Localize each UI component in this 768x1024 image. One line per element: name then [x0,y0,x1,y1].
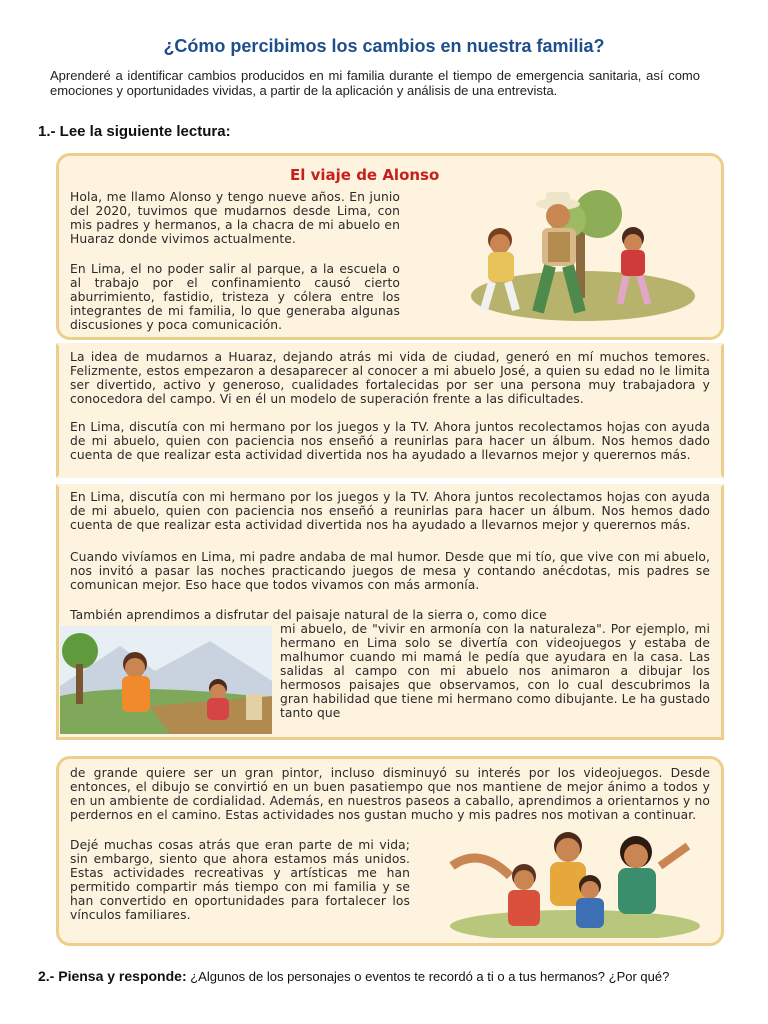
question-2-text: ¿Algunos de los personajes o eventos te recordó a ti o a tus hermanos? ¿Por qué? [190,969,670,984]
panel4-paragraph-1: de grande quiere ser un gran pintor, incluso disminuyó su interés por los videojuegos. Desde entonces, el dibujo se convirtió en un buen pasatiempo que nos mantiene de mejor ánimo a todos y en un ambiente de cordialidad. Además, en nuestros paseos a caballo, aprendimos a orientarnos y no perdernos en el camino. Estas actividades nos gustan mucho y mis padres nos motivan a continuar. [70,766,710,822]
question-2 [38,968,669,984]
panel3-paragraph-3-start: También aprendimos a disfrutar del paisaje natural de la sierra o, como dice [70,608,547,622]
page-title: ¿Cómo percibimos los cambios en nuestra familia? [163,36,605,56]
happy-family-illustration [440,826,700,938]
panel1-paragraph-2: En Lima, el no poder salir al parque, a la escuela o al trabajo por el confinamiento causó cierto aburrimiento, fastidio, tristeza y cólera entre los integrantes de mi familia, lo que generaba algunas discusiones y poca comunicación. [70,262,400,332]
intro-paragraph: Aprenderé a identificar cambios producidos en mi familia durante el tiempo de emergencia sanitaria, así como emociones y oportunidades vividas, a partir de la aplicación y análisis de una entrevista. [50,68,700,98]
panel4-paragraph-2: Dejé muchas cosas atrás que eran parte de mi vida; sin embargo, siento que ahora estamos más unidos. Estas actividades recreativas y artísticas me han permitido compartir más tiempo con mi familia y se han convertido en oportunidades para fortalecer los vínculos familiares. [70,838,410,922]
story-title: El viaje de Alonso [290,166,440,184]
grandfather-walking-illustration [458,188,698,323]
section-1-heading: 1.- Lee la siguiente lectura: [38,123,231,140]
countryside-drawing-illustration [60,626,272,734]
question-2-label: 2.- Piensa y responde: [38,968,187,984]
panel3-paragraph-1: En Lima, discutía con mi hermano por los juegos y la TV. Ahora juntos recolectamos hojas con ayuda de mi abuelo, quien con paciencia nos enseñó a reunirlas para hacer un álbum. Nos hemos dado cuenta de que realizar esta actividad divertida nos ha ayudado a llevarnos mejor y querernos más. [70,490,710,532]
panel3-paragraph-2: Cuando vivíamos en Lima, mi padre andaba de mal humor. Desde que mi tío, que vive con mi abuelo, nos invitó a pasar las noches practicando juegos de mesa y contando anécdotas, mis padres se comunican mejor. Eso hace que todos vivamos con más armonía. [70,550,710,592]
panel2-paragraph-1: La idea de mudarnos a Huaraz, dejando atrás mi vida de ciudad, generó en mí muchos temores. Felizmente, estos empezaron a desaparecer al conocer a mi abuelo José, a quien su edad no le limita ser divertido, activo y generoso, cualidades fortalecidas por ser una persona muy trabajadora y conocedora del campo. Vi en él un modelo de superación frente a las dificultades. [70,350,710,406]
panel2-paragraph-2: En Lima, discutía con mi hermano por los juegos y la TV. Ahora juntos recolectamos hojas con ayuda de mi abuelo, quien con paciencia nos enseñó a reunirlas para hacer un álbum. Nos hemos dado cuenta de que realizar esta actividad divertida nos ha ayudado a llevarnos mejor y querernos más. [70,420,710,462]
panel1-paragraph-1: Hola, me llamo Alonso y tengo nueve años. En junio del 2020, tuvimos que mudarnos desde Lima, con mis padres y hermanos, a la chacra de mi abuelo en Huaraz donde vivimos actualmente. [70,190,400,246]
panel3-paragraph-3-cont: mi abuelo, de "vivir en armonía con la naturaleza". Por ejemplo, mi hermano en Lima solo se divertía con videojuegos y estaba de malhumor cuando mi mamá le pedía que ayudara en la casa. Las salidas al campo con mi abuelo nos animaron a dibujar los hermosos paisajes que observamos, con lo cual descubrimos la gran habilidad que tiene mi hermano como dibujante. Le ha gustado tanto que [280,622,710,720]
